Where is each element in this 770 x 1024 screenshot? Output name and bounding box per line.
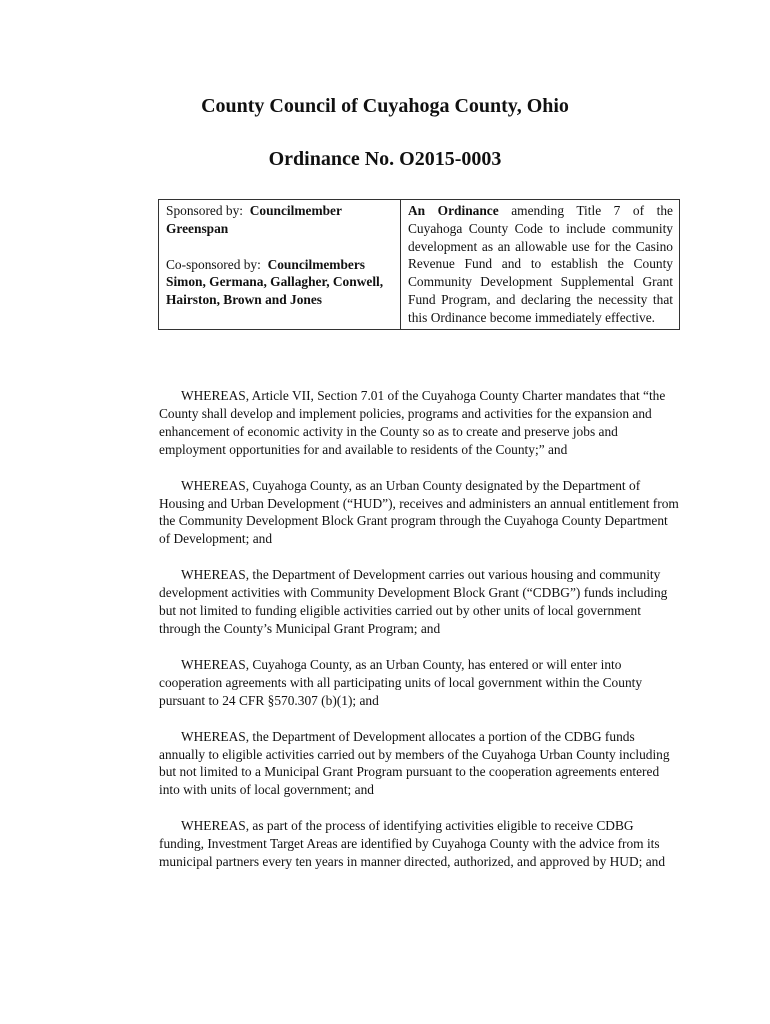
ordinance-summary-cell [401,200,680,330]
ordinance-number: Ordinance No. O2015-0003 [268,148,502,170]
whereas-paragraph: WHEREAS, as part of the process of identifying activities eligible to receive CDBG funding, Investment Target Areas are identified by Cuyahoga County with the advice from its municipal partners every ten years in manner directed, authorized, and approved by HUD; and [159,818,666,870]
whereas-paragraph: WHEREAS, Cuyahoga County, as an Urban County designated by the Department of Housing and Urban Development (“HUD”), receives and administers an annual entitlement from the Community Development Block Grant program through the Cuyahoga County Department of Development; and [159,477,679,547]
ordinance-summary-lead: An Ordinance [408,203,499,218]
whereas-paragraph: WHEREAS, the Department of Development carries out various housing and community development activities with Community Development Block Grant (“CDBG”) funds including but not limited to funding eligible activities carried out by other units of local government through the County’s Municipal Grant Program; and [159,567,668,636]
council-title: County Council of Cuyahoga County, Ohio [201,95,569,117]
sponsor-table [158,199,680,330]
whereas-paragraph: WHEREAS, the Department of Development allocates a portion of the CDBG funds annually to eligible activities carried out by members of the Cuyahoga Urban County including but not limited to a Municipal Grant Program pursuant to the cooperation agreements entered into with units of local government; and [159,728,670,798]
ordinance-summary-text: amending Title 7 of the Cuyahoga County Code to include community development as an allowable use for the Casino Revenue Fund and to establish the County Community Development Supplemental Grant Fund Program, and declaring the necessity that this Ordinance become immediately effective. [408,203,673,325]
whereas-paragraph: WHEREAS, Article VII, Section 7.01 of the Cuyahoga County Charter mandates that “the County shall develop and implement policies, programs and activities for the expansion and enhancement of economic activity in the County so as to create and preserve jobs and employment opportunities for and available to residents of the County;” and [159,388,666,457]
sponsored-by [166,202,394,238]
whereas-paragraph: WHEREAS, Cuyahoga County, as an Urban County, has entered or will enter into cooperation agreements with all participating units of local government within the County pursuant to 24 CFR §570.307 (b)(1); and [159,656,643,708]
sponsored-by-label: Sponsored by: [166,203,243,218]
cosponsored-by [166,256,394,309]
whereas-clauses [159,387,680,889]
cosponsored-by-names: Councilmembers Simon, Germana, Gallagher, Conwell, Hairston, Brown and Jones [166,256,384,308]
sponsor-cell [159,200,401,330]
cosponsored-by-label: Co-sponsored by: [166,256,261,272]
sponsored-by-names: Councilmember Greenspan [166,203,342,236]
